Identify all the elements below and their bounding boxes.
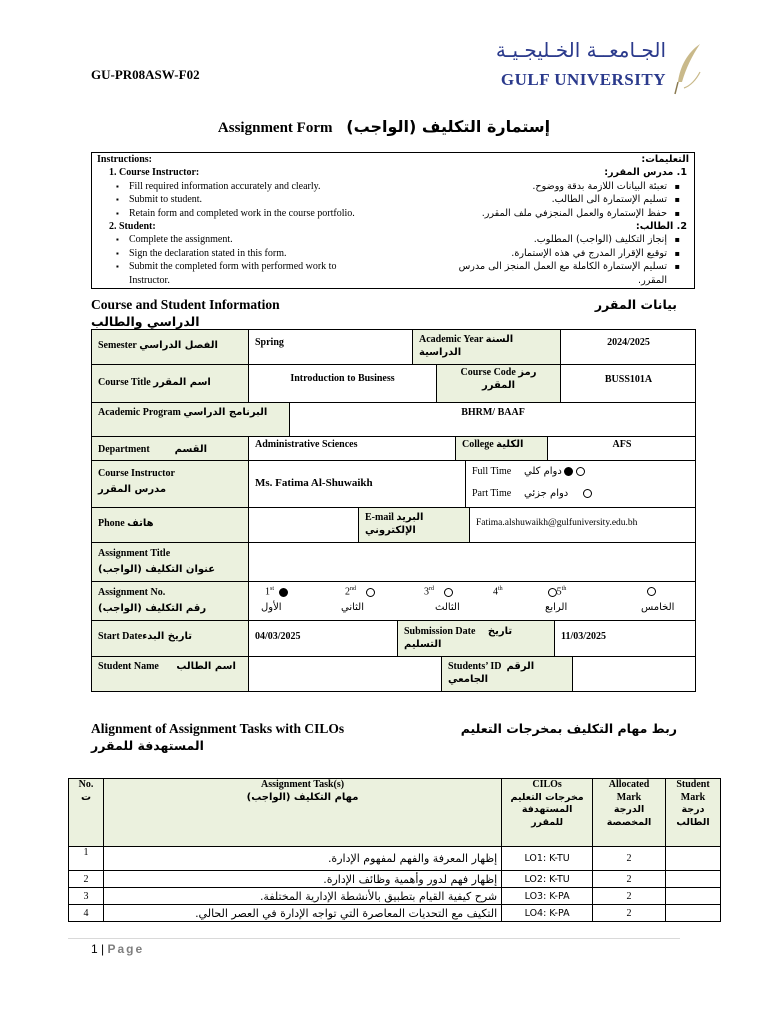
option-3-label-ar: الثالث bbox=[435, 602, 460, 613]
instructions-english bbox=[97, 153, 427, 287]
col-cilo: CILOs مخرجات التعليم المستهدفة للمقرر bbox=[502, 779, 593, 847]
row-cilo: LO1: K-TU bbox=[502, 847, 593, 871]
row-student-mark[interactable] bbox=[666, 905, 721, 922]
list-item: ▪ Submit to student. bbox=[129, 193, 427, 206]
page-separator: | bbox=[101, 942, 105, 956]
parttime-radio[interactable] bbox=[583, 489, 592, 498]
option-4-radio[interactable] bbox=[548, 588, 557, 597]
page-title bbox=[0, 117, 768, 137]
student-heading: 2. Student: bbox=[109, 221, 156, 233]
row-no: 3 bbox=[69, 888, 104, 905]
option-4[interactable]: 4th 5th bbox=[493, 586, 567, 598]
phone-field[interactable] bbox=[249, 508, 359, 543]
list-item: ▪ Complete the assignment. bbox=[129, 233, 427, 246]
instructions-heading-ar: التعليمات: bbox=[641, 154, 689, 165]
row-student-mark[interactable] bbox=[666, 871, 721, 888]
course-title-value: Introduction to Business bbox=[249, 365, 437, 403]
semester-value: Spring bbox=[249, 330, 413, 365]
table-header-row bbox=[69, 779, 721, 847]
section-heading-ar: بيانات المقرر bbox=[594, 297, 677, 312]
list-item: ▪ تسليم الإستمارة الى الطالب. bbox=[399, 193, 667, 206]
submission-date-value: 11/03/2025 bbox=[555, 621, 696, 657]
year-label: Academic Year السنة الدراسية bbox=[413, 330, 561, 365]
instructions-box bbox=[91, 152, 695, 289]
list-item: ▪ Sign the declaration stated in this form. bbox=[129, 247, 427, 260]
start-date-value: 04/03/2025 bbox=[249, 621, 398, 657]
list-item: ▪ توقيع الإقرار المدرج في هذه الإستمارة. bbox=[399, 247, 667, 260]
row-task: التكيف مع التحديات المعاصرة التي تواجه الإدارة في العصر الحالي. bbox=[103, 905, 501, 922]
row-task: شرح كيفية القيام بتطبيق بالأنشطة الإدارية المختلفة. bbox=[103, 888, 501, 905]
col-student-mark: Student Mark درجة الطالب bbox=[666, 779, 721, 847]
row-mark: 2 bbox=[593, 888, 666, 905]
assignment-no-label: Assignment No. رقم التكليف (الواجب) bbox=[92, 582, 249, 621]
instructor-heading: 1. Course Instructor: bbox=[109, 167, 200, 179]
fulltime-radio-alt[interactable] bbox=[576, 467, 585, 476]
instructor-list-ar bbox=[399, 180, 689, 220]
phone-label: Phone هاتف bbox=[92, 508, 249, 543]
row-cilo: LO4: K-PA bbox=[502, 905, 593, 922]
option-5-label-ar: الخامس bbox=[641, 602, 675, 613]
college-label: College الكلية bbox=[456, 437, 548, 461]
fulltime-option[interactable]: Full Time دوام كلي bbox=[472, 461, 690, 483]
option-5[interactable] bbox=[647, 586, 656, 597]
option-1-label-ar: الأول bbox=[261, 602, 282, 613]
university-logo bbox=[495, 38, 704, 98]
student-id-field[interactable] bbox=[573, 657, 696, 691]
student-list bbox=[97, 233, 427, 287]
option-3[interactable]: 3rd bbox=[424, 586, 453, 597]
course-code-label: Course Code رمز المقرر bbox=[437, 365, 561, 403]
footer-divider bbox=[68, 938, 680, 939]
option-1[interactable]: 1st bbox=[265, 586, 288, 597]
submission-date-label: Submission Date تاريخ التسليم bbox=[398, 621, 555, 657]
option-2-radio[interactable] bbox=[366, 588, 375, 597]
fulltime-radio[interactable] bbox=[564, 467, 573, 476]
row-mark: 2 bbox=[593, 905, 666, 922]
col-no: No. ت bbox=[69, 779, 104, 847]
course-title-label: Course Title اسم المقرر bbox=[92, 365, 249, 403]
section-heading-ar-2: الدراسي والطالب bbox=[91, 314, 200, 329]
department-label: Department القسم bbox=[92, 437, 249, 461]
instructor-list bbox=[97, 180, 427, 220]
col-task: Assignment Task(s) مهام التكليف (الواجب) bbox=[103, 779, 501, 847]
row-mark: 2 bbox=[593, 871, 666, 888]
row-student-mark[interactable] bbox=[666, 888, 721, 905]
department-value: Administrative Sciences bbox=[249, 437, 456, 461]
assignment-title-label: Assignment Title عنوان التكليف (الواجب) bbox=[92, 543, 249, 582]
instructor-heading-ar: 1. مدرس المقرر: bbox=[604, 167, 687, 179]
instructor-value: Ms. Fatima Al-Shuwaikh bbox=[249, 461, 466, 508]
page-footer bbox=[91, 942, 144, 956]
year-value: 2024/2025 bbox=[561, 330, 696, 365]
assignment-no-options bbox=[249, 582, 696, 621]
row-no: 2 bbox=[69, 871, 104, 888]
instructions-arabic bbox=[399, 153, 689, 287]
row-no: 1 bbox=[69, 847, 104, 871]
row-cilo: LO3: K-PA bbox=[502, 888, 593, 905]
alignment-heading-ar-2: المستهدفة للمقرر bbox=[91, 738, 204, 753]
list-item: ▪ تسليم الإستمارة الكاملة مع العمل المنجز الى مدرس المقرر. bbox=[442, 260, 667, 287]
employment-type bbox=[466, 461, 696, 508]
list-item: ▪ حفظ الإستمارة والعمل المنجزفي ملف المقرر. bbox=[399, 207, 667, 220]
table-row bbox=[69, 905, 721, 922]
document-code: GU-PR08ASW-F02 bbox=[91, 67, 200, 82]
list-item: ▪ إنجاز التكليف (الواجب) المطلوب. bbox=[399, 233, 667, 246]
program-label: Academic Program البرنامج الدراسي bbox=[92, 403, 290, 437]
student-list-ar bbox=[399, 233, 689, 287]
semester-label: Semester الفصل الدراسي bbox=[92, 330, 249, 365]
instructions-heading: Instructions: bbox=[97, 154, 153, 165]
row-task: إظهار فهم لدور وأهمية وظائف الإدارة. bbox=[103, 871, 501, 888]
start-date-label: Start Dateتاريخ البدء bbox=[92, 621, 249, 657]
parttime-option[interactable]: Part Time دوام جزئي bbox=[472, 483, 690, 505]
student-id-label: Students’ ID الرقم الجامعي bbox=[442, 657, 573, 691]
row-mark: 2 bbox=[593, 847, 666, 871]
program-value: BHRM/ BAAF bbox=[290, 403, 696, 437]
alignment-heading-ar: ربط مهام التكليف بمخرجات التعليم bbox=[460, 721, 677, 736]
list-item: ▪ Submit the completed form with performed work to Instructor. bbox=[129, 260, 359, 287]
option-1-radio[interactable] bbox=[279, 588, 288, 597]
title-english: Assignment Form bbox=[217, 120, 333, 136]
option-4-label-ar: الرابع bbox=[545, 602, 568, 613]
row-no: 4 bbox=[69, 905, 104, 922]
list-item: ▪ Retain form and completed work in the course portfolio. bbox=[129, 207, 427, 220]
email-value: Fatima.alshuwaikh@gulfuniversity.edu.bh bbox=[470, 508, 696, 543]
logo-english-text: GULF UNIVERSITY bbox=[500, 70, 666, 89]
row-cilo: LO2: K-TU bbox=[502, 871, 593, 888]
col-allocated: Allocated Mark الدرجة المخصصة bbox=[593, 779, 666, 847]
table-row bbox=[69, 888, 721, 905]
course-code-value: BUSS101A bbox=[561, 365, 696, 403]
title-arabic: إستمارة التكليف (الواجب) bbox=[346, 117, 551, 136]
page-label: Page bbox=[107, 942, 145, 956]
option-3-radio[interactable] bbox=[444, 588, 453, 597]
page-number: 1 bbox=[91, 942, 98, 956]
student-name-field[interactable] bbox=[249, 657, 442, 691]
student-heading-ar: 2. الطالب: bbox=[635, 221, 687, 233]
tasks-table bbox=[68, 778, 721, 922]
option-2-label-ar: الثاني bbox=[341, 602, 365, 613]
list-item: ▪ تعبئة البيانات اللازمة بدقة ووضوح. bbox=[399, 180, 667, 193]
instructor-label: Course Instructor مدرس المقرر bbox=[92, 461, 249, 508]
logo-arabic-text: الجـامعــة الخـليجـيـة bbox=[495, 38, 666, 62]
college-value: AFS bbox=[548, 437, 696, 461]
quill-icon bbox=[670, 42, 704, 96]
assignment-title-field[interactable] bbox=[249, 543, 696, 582]
row-student-mark[interactable] bbox=[666, 847, 721, 871]
list-item: ▪ Fill required information accurately and clearly. bbox=[129, 180, 427, 193]
section-heading: Course and Student Information bbox=[91, 297, 280, 312]
email-label: E-mail البريد الإلكتروني bbox=[359, 508, 470, 543]
course-info-table bbox=[91, 329, 696, 692]
table-row bbox=[69, 847, 721, 871]
table-row bbox=[69, 871, 721, 888]
alignment-heading: Alignment of Assignment Tasks with CILOs bbox=[91, 721, 345, 736]
student-name-label: Student Name اسم الطالب bbox=[92, 657, 249, 691]
option-5-radio[interactable] bbox=[647, 587, 656, 596]
option-2[interactable]: 2nd bbox=[345, 586, 375, 597]
row-task: إظهار المعرفة والفهم لمفهوم الإدارة. bbox=[103, 847, 501, 871]
